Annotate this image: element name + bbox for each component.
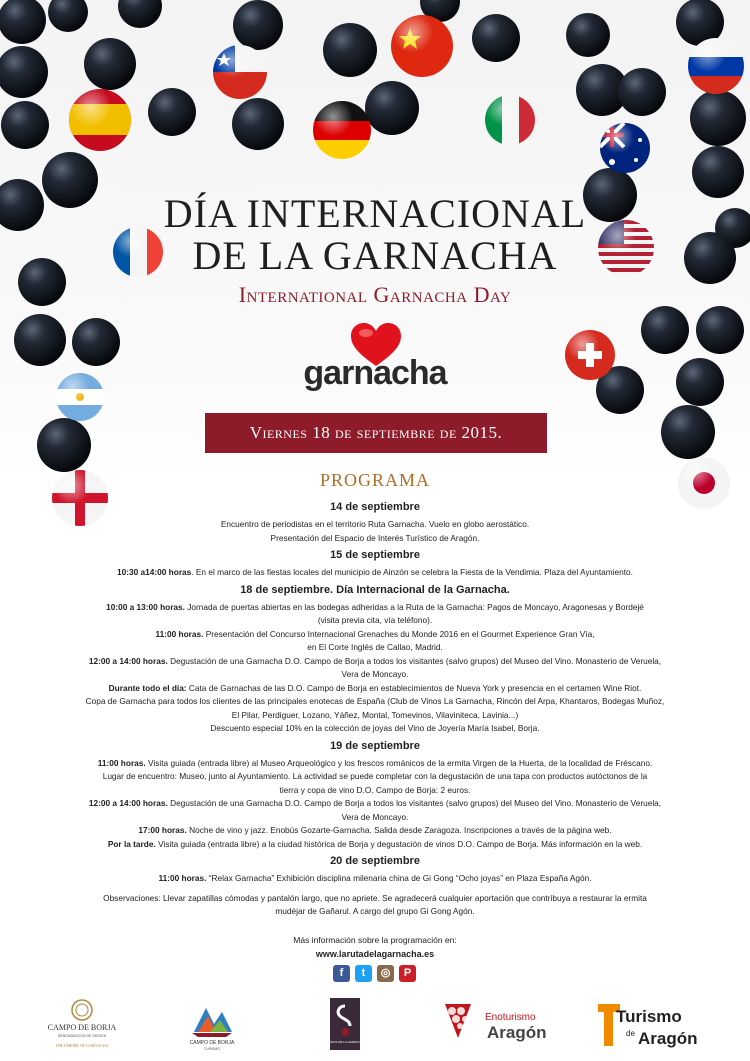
title-line-1: DÍA INTERNACIONAL [163, 191, 587, 236]
time-label: 11:00 horas. [158, 873, 207, 883]
event-text: Noche de vino y jazz. Enobús Gozarte-Garnacha. Salida desde Zaragoza. Inscripciones a través de la página web. [186, 825, 612, 835]
program-line [60, 601, 690, 615]
logo2-sub: TURISMO [203, 1047, 221, 1051]
garnacha-logo-text: garnacha [303, 354, 447, 392]
pinterest-icon[interactable]: P [399, 965, 416, 982]
program-line: El Pilar, Perdiguer, Lozano, Yáñez, Montal, Tomevinos, Vilavinitecа, Lavinia...) [231, 709, 519, 720]
observations-line: Observaciones: Llevar zapatillas cómodas y pantalón largo, que no apriete. Se agradecerá cualquier aportación que contribuya a restaurar la ermita [103, 892, 647, 903]
program-line: Presentación del Espacio de Interés Turístico de Aragón. [270, 532, 480, 543]
logo1-sub: DENOMINACIÓN DE ORIGEN [57, 1034, 107, 1038]
program-line: Encuentro de periodistas en el territorio Ruta Garnacha. Vuelo en globo aerostático. [220, 519, 530, 529]
event-text: Visita guiada (entrada libre) al Museo Arqueológico y los frescos románicos de la ermita Virgen de la Huerta, de la localidad de Fréscano. [145, 757, 653, 768]
program-line: Vera de Moncayo. [341, 669, 409, 679]
program-line: Lugar de encuentro: Museo, junto al Ayuntamiento. La actividad se puede completar con la degustación de una tapa con productos autóctonos de la [102, 771, 648, 781]
time-label: 10:00 a 13:00 horas. [106, 601, 185, 612]
italy-flag-ball [485, 95, 536, 145]
event-text: Presentación del Concurso Internacional Grenaches du Monde 2016 en el Gourmet Experience Gran Vía, [203, 628, 595, 639]
logo5-de: de [626, 1029, 635, 1038]
event-text: “Relax Garnacha” Exhibición disciplina milenaria china de Gi Gong “Ocho joyas” en Plaza España Agón. [206, 873, 592, 883]
program-line: en El Corte Inglés de Callao, Madrid. [307, 642, 443, 652]
time-label: 10:30 a14:00 horas [117, 567, 192, 577]
program-line: tierra y copa de vino D.O. Campo de Borja: 2 euros. [279, 784, 471, 795]
twitter-icon[interactable]: t [355, 965, 372, 982]
spain-flag-ball [69, 89, 131, 151]
day-title-20: 20 de septiembre [330, 855, 420, 867]
logo4-pre: Enoturismo [485, 1012, 536, 1023]
social-links [333, 965, 416, 985]
event-text: Degustación de una Garnacha D.O. Campo de Borja a todos los visitantes (salvo grupos) del Museo del Vino. Monasterio de Veruela, [167, 655, 662, 666]
campo-de-borja-turismo-logo [186, 1002, 238, 1052]
program-line: (visita previa cita, vía teléfono). [317, 615, 433, 625]
program-line [60, 566, 690, 580]
programa-heading: PROGRAMA [319, 470, 431, 490]
observations-line: mudéjar de Gañarul. A cargo del grupo Gi Gong Agón. [275, 906, 475, 916]
event-text: . En el marco de las fiestas locales del municipio de Ainzón se celebra la Fiesta de la Vendimia. Plaza del Ayuntamiento. [191, 567, 633, 577]
time-label: 17:00 horas. [138, 825, 187, 835]
date-banner: Viernes 18 de septiembre de 2015. [205, 413, 547, 453]
australia-flag-ball [600, 123, 650, 173]
program-line [60, 872, 690, 886]
program-line [60, 824, 690, 838]
ruta-garnacha-logo [325, 998, 365, 1050]
program-line [60, 682, 690, 696]
program-line [60, 628, 690, 642]
program-body [60, 497, 690, 919]
instagram-icon[interactable]: ◎ [377, 965, 394, 982]
program-line: Vera de Moncayo. [341, 811, 409, 822]
program-line: Copa de Garnacha para todos los clientes de las principales enotecas de España (Club de Vinos La Garnacha, Rincón del Arpa, Khantaros, Bodegas Muñoz, [85, 696, 665, 706]
day-title-15: 15 de septiembre [330, 549, 420, 561]
event-text: Cata de Garnachas de las D.O. Campo de Borja en establecimientos de Nueva York y presencia en el certamen Wine Riot. [186, 682, 642, 693]
event-text: Jornada de puertas abiertas en las bodegas adheridas a la Ruta de la Garnacha: Pagos de Moncayo, Aragonesas y Bordejé [184, 601, 644, 612]
china-flag-ball [391, 15, 453, 77]
time-label: 12:00 a 14:00 horas. [88, 655, 168, 666]
russia-flag-ball [688, 38, 744, 95]
day-title-14: 14 de septiembre [330, 501, 420, 513]
logo2-name: CAMPO DE BORJA [189, 1040, 235, 1046]
turismo-aragon-logo [596, 1000, 708, 1050]
time-label: Por la tarde. [107, 838, 156, 849]
time-label: 11:00 horas. [97, 757, 146, 768]
subtitle-english: International Garnacha Day [238, 282, 512, 307]
logo5-line1: Turismo [616, 1007, 682, 1026]
chile-flag-ball [213, 45, 267, 99]
more-info-text: Más información sobre la programación en: [293, 935, 457, 945]
logo1-tag: THE EMPIRE OF GARNACHA [55, 1043, 109, 1048]
facebook-icon[interactable]: f [333, 965, 350, 982]
event-text: Visita guiada (entrada libre) a la ciudad histórica de Borja y degustación de vinos D.O. Campo de Borja. Más información en la web. [155, 838, 643, 849]
program-line: Descuento especial 10% en la colección de joyas del Vino de Joyería María Isabel, Borja. [210, 723, 540, 733]
logo1-name: CAMPO DE BORJA [47, 1023, 117, 1032]
program-line [60, 655, 690, 669]
program-line [60, 838, 690, 852]
website-link[interactable]: www.larutadelagarnacha.es [315, 949, 435, 959]
day-title-18: 18 de septiembre. Día Internacional de la Garnacha. [240, 583, 510, 596]
program-line [60, 797, 690, 811]
title-line-2: DE LA GARNACHA [192, 233, 558, 278]
time-label: 11:00 horas. [155, 628, 204, 639]
campo-de-borja-do-logo [40, 996, 125, 1052]
event-text: Degustación de una Garnacha D.O. Campo de Borja a todos los visitantes (salvo grupos) del Museo del Vino. Monasterio de Veruela, [167, 798, 662, 808]
enoturismo-aragon-logo [441, 998, 551, 1048]
program-line [60, 757, 690, 771]
day-title-19: 19 de septiembre [330, 739, 420, 752]
logo5-line2: Aragón [638, 1029, 698, 1048]
logo4-name: Aragón [487, 1023, 547, 1042]
time-label: Durante todo el día: [108, 682, 187, 693]
logo3-name: LA RUTA DE LA GARNACHA [325, 1040, 365, 1044]
germany-flag-ball [313, 101, 371, 160]
time-label: 12:00 a 14:00 horas. [88, 798, 168, 808]
